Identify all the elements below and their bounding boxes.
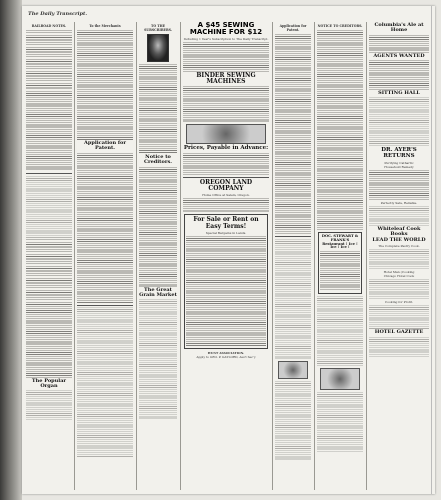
- divider: [77, 305, 133, 306]
- divider: [275, 236, 311, 237]
- notice-creditors-heading: NOTICE TO CREDITORS.: [317, 24, 363, 28]
- ayers-heading: DR. AYER'S RETURNS: [381, 147, 417, 159]
- apply-line: Apply to GEO. P. GAYLORD, Ass't Sec'y: [196, 354, 256, 359]
- column-7: [369, 22, 429, 490]
- gazette-heading: HOTEL GAZETTE: [374, 329, 424, 336]
- column-4-ads: [183, 22, 269, 490]
- column-5: [275, 22, 311, 490]
- article-text: [77, 153, 133, 303]
- restaurant-heading: DOC. STEWART & FRANK'S Restaurant ! Ice ! Ice ! Ice !: [321, 234, 359, 250]
- land-office-line: Home Office at Salem, Oregon.: [202, 193, 250, 198]
- hotel-line: Hotel Man (Cooking: [383, 270, 415, 275]
- ale-heading: Columbia's Ale at Home: [374, 22, 424, 34]
- prices-heading: Prices, Payable in Advance:: [183, 145, 269, 152]
- remedy-line: Household Remedy: [384, 164, 414, 169]
- ad-text: [369, 206, 429, 226]
- article-text: [77, 307, 133, 457]
- table: [26, 237, 72, 307]
- association-line: HUNT ASSOCIATION.: [207, 350, 245, 355]
- ad-text: [369, 170, 429, 200]
- ad-text: [183, 153, 269, 175]
- article-text: [317, 296, 363, 366]
- ad-text: [369, 337, 429, 357]
- sitting-heading: SITTING HALL: [378, 89, 420, 96]
- creditors-heading: Notice to Creditors.: [143, 154, 173, 166]
- land-company-heading: OREGON LAND COMPANY: [199, 178, 253, 192]
- article-text: [139, 299, 177, 419]
- safe-line: Perfectly Safe, Reliable.: [380, 200, 418, 205]
- ad-text: [369, 279, 429, 299]
- article-text: [317, 30, 363, 230]
- book-binding: [0, 0, 22, 500]
- article-text: [275, 34, 311, 234]
- ad-text: [369, 35, 429, 53]
- portrait-engraving: [147, 34, 169, 62]
- column-rule: [272, 22, 273, 490]
- ad-illustration: [320, 368, 360, 390]
- lead-world-heading: LEAD THE WORLD: [372, 237, 426, 244]
- column-3: [139, 22, 177, 490]
- ad-text: [320, 251, 360, 291]
- pastry-line: The Complete Pastry Cook.: [378, 244, 420, 249]
- divider: [26, 173, 72, 174]
- ad-text: [369, 97, 429, 147]
- chicago-line: Chicago Hotel Cook: [383, 274, 415, 279]
- sale-subheading: Special Bargains in Lands.: [205, 230, 247, 235]
- ad-text: [183, 42, 269, 72]
- article-text: [317, 392, 363, 452]
- article-text: [275, 381, 311, 461]
- ad-text: [186, 236, 266, 346]
- column-rule: [314, 22, 315, 490]
- popular-organ-heading: The Popular Organ: [31, 377, 67, 389]
- article-text: [26, 390, 72, 420]
- sale-ad-box: [184, 214, 268, 349]
- patent-heading-2: Application for Patent.: [279, 24, 307, 32]
- column-6: [317, 22, 363, 490]
- binder-heading: BINDER SEWING MACHINES: [196, 71, 256, 85]
- ad-text: [369, 249, 429, 269]
- column-rule: [136, 22, 137, 490]
- merchants-heading: To the Merchants: [89, 24, 121, 28]
- agents-heading: AGENTS WANTED: [373, 52, 425, 59]
- column-rule: [180, 22, 181, 490]
- purify-line: Purifying Cathartic: [384, 160, 414, 165]
- column-2: [77, 22, 133, 490]
- engraving: [278, 361, 308, 379]
- divider: [183, 177, 269, 178]
- column-1: [26, 22, 72, 490]
- article-text: [26, 308, 72, 378]
- article-text: [77, 30, 133, 140]
- ad-text: [183, 86, 269, 122]
- ad-text: [183, 198, 269, 212]
- newspaper-page: [22, 6, 435, 494]
- subscribers-heading: TO THE SUBSCRIBERS.: [144, 24, 172, 32]
- sewing-machine-headline: A $45 SEWING MACHINE FOR $12: [189, 22, 263, 37]
- timetable: [26, 30, 72, 90]
- article-text: [275, 239, 311, 359]
- article-text: [139, 167, 177, 287]
- article-text: [26, 176, 72, 236]
- sewing-machine-subhead: Including 1 Year's Subscription to The Daily Transcript.: [183, 36, 269, 41]
- ad-text: [369, 305, 429, 329]
- sewing-machine-illustration: [186, 124, 266, 144]
- masthead-title: The Daily Transcript.: [28, 11, 88, 17]
- page-edge: [431, 6, 432, 494]
- restaurant-ad: [318, 232, 362, 294]
- article-text: [26, 91, 72, 171]
- article-text: [139, 64, 177, 154]
- patent-heading: Application for Patent.: [84, 140, 126, 152]
- grain-market-heading: The Great Grain Market: [139, 286, 177, 298]
- sale-heading: For Sale or Rent on Easy Terms!: [193, 216, 259, 230]
- cook-books-heading: Whiteleaf Cook Books: [377, 225, 421, 237]
- cooking-profit-line: Cooking for Profit.: [384, 300, 414, 305]
- ad-text: [369, 60, 429, 90]
- column-rule: [366, 22, 367, 490]
- column-rule: [74, 22, 75, 490]
- railroad-heading: RAILROAD NOTES.: [31, 24, 67, 28]
